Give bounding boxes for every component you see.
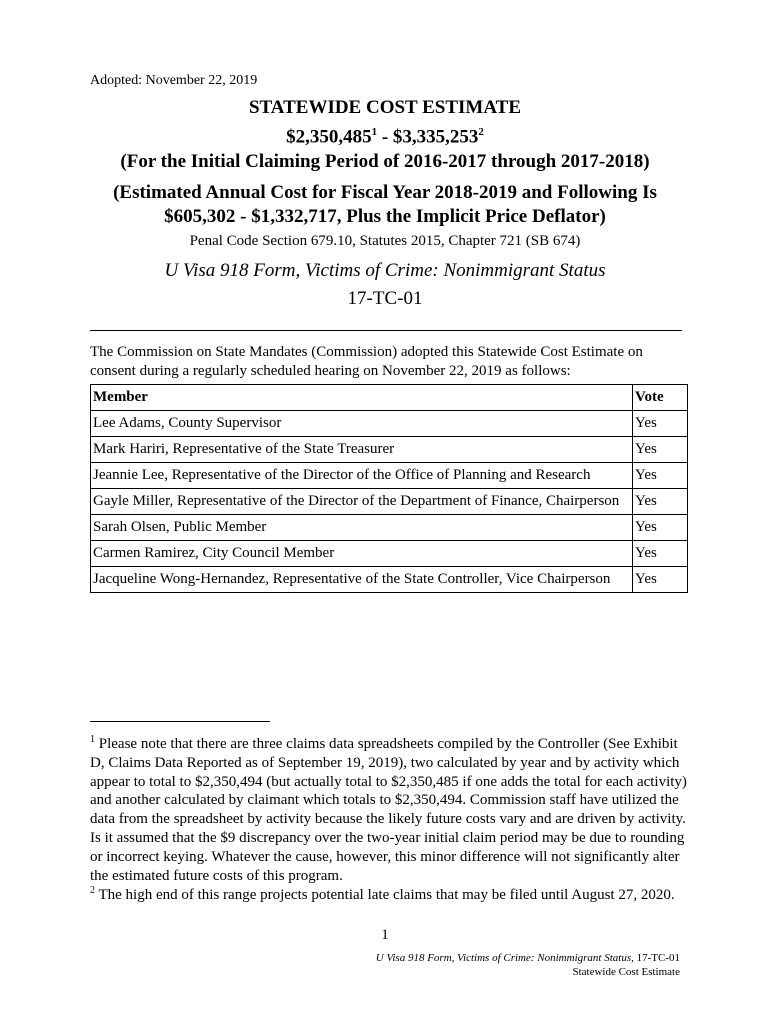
section-divider <box>90 330 682 331</box>
cost-separator: - <box>377 126 393 148</box>
vote-cell: Yes <box>633 567 688 593</box>
footer-program: U Visa 918 Form, Victims of Crime: Nonimmigrant Status, <box>375 952 634 964</box>
footnote-text: The high end of this range projects potential late claims that may be filed until August 27, 2020. <box>95 887 675 903</box>
annual-estimate-line-2: $605,302 - $1,332,717, Plus the Implicit Price Deflator) <box>164 206 606 227</box>
table-row <box>91 489 688 515</box>
table-row <box>91 437 688 463</box>
footnote-ref-1[interactable]: 1 <box>371 126 378 138</box>
member-cell: Lee Adams, County Supervisor <box>91 411 633 437</box>
vote-cell: Yes <box>633 515 688 541</box>
vote-cell: Yes <box>633 411 688 437</box>
footnote-marker: 1 <box>90 734 95 745</box>
vote-cell: Yes <box>633 437 688 463</box>
member-cell: Sarah Olsen, Public Member <box>91 515 633 541</box>
penal-code: Penal Code Section 679.10, Statutes 2015, Chapter 721 (SB 674) <box>189 233 581 249</box>
table-row <box>91 515 688 541</box>
member-cell: Gayle Miller, Representative of the Director of the Department of Finance, Chairperson <box>91 489 633 515</box>
table-row <box>91 463 688 489</box>
cost-low: $2,350,485 <box>286 126 372 148</box>
case-number: 17-TC-01 <box>347 288 423 309</box>
footnote-text: Please note that there are three claims data spreadsheets compiled by the Controller (See Exhibit D, Claims Data Reported as of September 19, 2019), two calculated by year and by activity which appear to total to $2,350,494 (but actually total to $2,350,485 if one adds the total for each activity) and another calculated by claimant which totals to $2,350,494. Commission staff have utilized the data from the spreadsheet by activity because the likely future costs vary and are driven by activity. Is it assumed that the $9 discrepancy over the two-year initial claim period may be due to rounding or incorrect keying. Whatever the cause, however, this minor difference will not significantly alter the estimated future costs of this program. <box>90 736 687 884</box>
footnote-marker: 2 <box>90 885 95 896</box>
annual-estimate <box>60 181 710 229</box>
member-column-header: Member <box>91 385 633 411</box>
footer-case-number: 17-TC-01 <box>633 952 680 964</box>
footnote-ref-2[interactable]: 2 <box>478 126 484 138</box>
page-footer <box>376 951 680 979</box>
footer-line-1 <box>376 951 680 965</box>
table-row <box>91 411 688 437</box>
member-cell: Mark Hariri, Representative of the State Treasurer <box>91 437 633 463</box>
vote-table-header <box>91 385 688 411</box>
footer-doc-type: Statewide Cost Estimate <box>572 966 680 978</box>
adopted-date: Adopted: November 22, 2019 <box>90 73 258 88</box>
program-name: U Visa 918 Form, Victims of Crime: Nonimmigrant Status <box>164 260 606 281</box>
cost-high: $3,335,253 <box>392 126 479 148</box>
claiming-period: (For the Initial Claiming Period of 2016-2017 through 2017-2018) <box>120 151 650 172</box>
footnote-1 <box>90 731 690 885</box>
vote-table <box>90 384 688 593</box>
annual-estimate-line-1: (Estimated Annual Cost for Fiscal Year 2018-2019 and Following Is <box>113 182 657 203</box>
vote-cell: Yes <box>633 463 688 489</box>
member-cell: Carmen Ramirez, City Council Member <box>91 541 633 567</box>
vote-cell: Yes <box>633 489 688 515</box>
cost-range <box>60 126 710 148</box>
footnote-2 <box>90 882 690 905</box>
vote-column-header: Vote <box>633 385 688 411</box>
member-cell: Jacqueline Wong-Hernandez, Representative of the State Controller, Vice Chairperson <box>91 567 633 593</box>
document-title: STATEWIDE COST ESTIMATE <box>248 97 522 118</box>
member-cell: Jeannie Lee, Representative of the Director of the Office of Planning and Research <box>91 463 633 489</box>
table-row <box>91 541 688 567</box>
vote-cell: Yes <box>633 541 688 567</box>
page-number: 1 <box>381 927 389 943</box>
table-row <box>91 567 688 593</box>
footnote-divider <box>90 721 270 722</box>
intro-paragraph: The Commission on State Mandates (Commission) adopted this Statewide Cost Estimate on consent during a regularly scheduled hearing on November 22, 2019 as follows: <box>90 344 643 379</box>
